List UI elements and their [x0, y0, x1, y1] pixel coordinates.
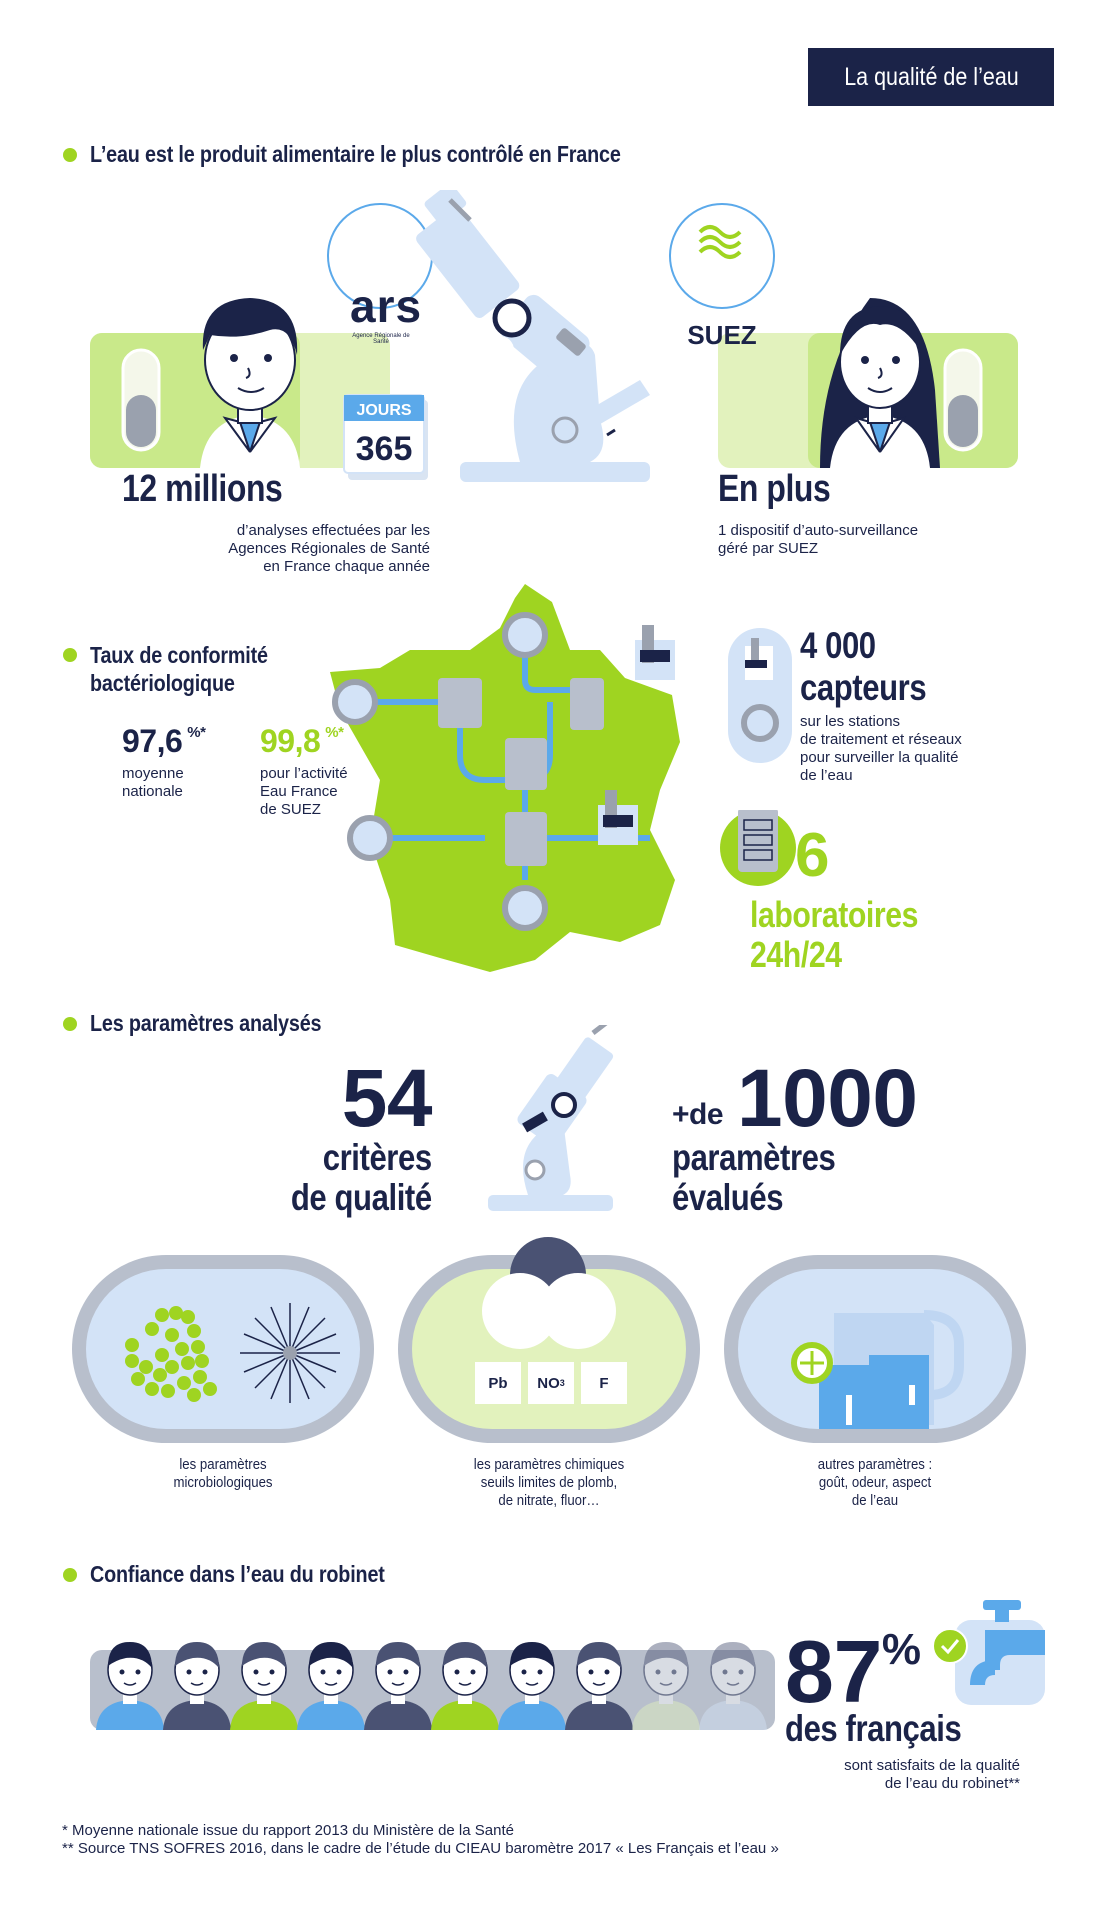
- chem-lead-label: Pb: [475, 1362, 521, 1404]
- ars-logo-subtitle: Agence Régionale de Santé: [352, 333, 410, 345]
- sensors-stat: 4 000 capteurs: [800, 625, 927, 708]
- section-bullet: [63, 148, 77, 162]
- france-map: [320, 580, 700, 980]
- params-text: paramètres évalués: [672, 1137, 836, 1218]
- labs-text: laboratoires 24h/24: [750, 894, 919, 975]
- footnote-1: * Moyenne nationale issue du rapport 2013 du Ministère de la Santé: [62, 1822, 514, 1839]
- section1-heading: L’eau est le produit alimentaire le plus contrôlé en France: [90, 141, 621, 167]
- analyses-description: d’analyses effectuées par les Agences Régionales de Santé en France chaque année: [228, 522, 430, 575]
- microscope-icon: [414, 190, 650, 482]
- section-bullet: [63, 1017, 77, 1031]
- stat-97-6: 97,6 %*: [122, 723, 206, 759]
- caption-other-params: autres paramètres : goût, odeur, aspect de l’eau: [817, 1456, 933, 1509]
- caption-chemistry: les paramètres chimiques seuils limites de plomb, de nitrate, fluor…: [473, 1456, 625, 1509]
- page-title: La qualité de l’eau: [843, 62, 1019, 91]
- caption-microbiology: les paramètres microbiologiques: [173, 1456, 273, 1491]
- stat-12-millions: 12 millions: [122, 468, 283, 510]
- other-params-dish-icon: [724, 1255, 1026, 1443]
- sensors-icon: [728, 628, 792, 763]
- suez-logo: [670, 204, 774, 308]
- section4-heading: Confiance dans l’eau du robinet: [90, 1561, 385, 1587]
- criteria-number: 54: [341, 1053, 432, 1144]
- checkmark-icon: [932, 1628, 968, 1664]
- labs-number: 6: [795, 821, 829, 890]
- footnotes: [62, 1822, 779, 1858]
- chem-nitrate-label: NO 3: [528, 1362, 574, 1404]
- sensors-description: sur les stations de traitement et réseaux pour surveiller la qualité de l’eau: [800, 713, 962, 784]
- footnote-2: ** Source TNS SOFRES 2016, dans le cadre de l’étude du CIEAU baromètre 2017 « Les Français et l’eau »: [62, 1840, 779, 1857]
- chemistry-dish-icon: [398, 1235, 700, 1443]
- section2-heading: Taux de conformité bactériologique: [90, 642, 268, 696]
- page-title-box: [808, 48, 1054, 106]
- laboratory-icon: [720, 810, 796, 886]
- auto-surveillance-description: 1 dispositif d’auto-surveillance géré par SUEZ: [718, 522, 919, 557]
- stat-en-plus: En plus: [718, 468, 831, 510]
- suez-logo-text: SUEZ: [687, 320, 757, 350]
- section-bullet: [63, 648, 77, 662]
- params-prefix: +de: [672, 1098, 724, 1131]
- ars-logo-text: ars: [350, 280, 423, 332]
- criteria-text: critères de qualité: [291, 1137, 432, 1218]
- calendar-value: 365: [355, 430, 413, 468]
- stat-99-8-label: pour l’activité Eau France de SUEZ: [260, 765, 348, 818]
- chem-fluor-label: F: [581, 1362, 627, 1404]
- satisfaction-description: sont satisfaits de la qualité de l’eau du robinet**: [844, 1757, 1020, 1792]
- male-scientist-icon: [200, 298, 300, 468]
- microbiology-dish-icon: [72, 1255, 374, 1443]
- params-number: 1000: [737, 1053, 918, 1144]
- calendar-header: JOURS: [356, 402, 412, 419]
- satisfaction-percent: 87%: [785, 1622, 921, 1721]
- small-microscope-icon: [478, 1025, 628, 1215]
- stat-99-8: 99,8 %*: [260, 723, 344, 759]
- section-bullet: [63, 1568, 77, 1582]
- section3-heading: Les paramètres analysés: [90, 1010, 322, 1036]
- section1-illustration: [0, 190, 1100, 490]
- satisfaction-text: des français: [785, 1708, 962, 1749]
- female-scientist-icon: [820, 298, 940, 468]
- stat-97-6-label: moyenne nationale: [122, 765, 184, 800]
- population-band: [90, 1630, 780, 1740]
- mini-microscope-icon: [635, 625, 675, 680]
